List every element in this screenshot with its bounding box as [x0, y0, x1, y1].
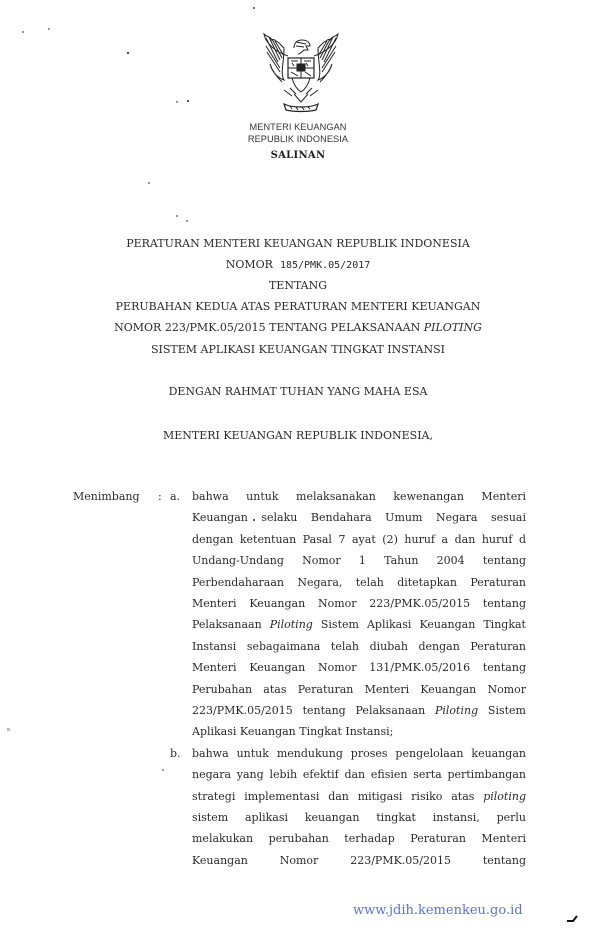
considerations-label: Menimbang — [73, 490, 140, 503]
line-text: Menteri Keuangan Nomor 223/PMK.05/2015 tentang — [192, 597, 526, 610]
scan-speck — [176, 215, 178, 217]
italic-term: Piloting — [434, 704, 479, 717]
consideration-line — [192, 747, 526, 761]
regulation-number — [0, 258, 596, 273]
consideration-line — [192, 683, 526, 697]
scan-speck — [48, 28, 50, 30]
line-text: Perubahan atas Peraturan Menteri Keuangan Nomor — [192, 682, 526, 696]
consideration-line — [192, 533, 526, 547]
italic-term: Piloting — [269, 618, 313, 632]
number-prefix: NOMOR — [225, 258, 273, 271]
consideration-line — [192, 576, 526, 590]
scan-speck — [186, 220, 188, 222]
line-text: melakukan perubahan terhadap Peraturan Menteri — [192, 832, 526, 846]
consideration-line — [192, 554, 526, 568]
scan-speck — [162, 769, 164, 771]
regulation-title: PERATURAN MENTERI KEUANGAN REPUBLIK INDONESIA — [126, 237, 470, 250]
line-text: Instansi sebagaimana telah diubah dengan Peraturan — [192, 639, 526, 653]
subject-line-3: SISTEM APLIKASI KEUANGAN TINGKAT INSTANSI — [151, 343, 445, 356]
scan-speck — [176, 101, 178, 103]
copy-label: SALINAN — [270, 150, 326, 161]
consideration-line — [192, 704, 526, 718]
line-text: negara yang lebih efektif dan efisien serta pertimbangan — [192, 768, 526, 782]
scan-speck — [127, 52, 129, 54]
consideration-line — [192, 661, 526, 675]
consideration-line — [192, 768, 526, 782]
line-text: bahwa untuk mendukung proses pengelolaan keuangan — [192, 746, 526, 760]
number-value: 185/PMK.05/2017 — [279, 260, 371, 271]
consideration-line — [192, 618, 526, 632]
consideration-line — [192, 832, 526, 846]
consideration-line — [192, 790, 526, 804]
line-text: strategi implementasi dan mitigasi risiko atas — [192, 789, 484, 803]
line-text: Pelaksanaan — [192, 618, 270, 632]
blessing-line: DENGAN RAHMAT TUHAN YANG MAHA ESA — [168, 385, 428, 398]
scan-speck — [187, 100, 189, 102]
corner-mark-icon — [566, 915, 578, 922]
scan-speck — [253, 7, 255, 9]
issuer-line: MENTERI KEUANGAN REPUBLIK INDONESIA, — [162, 429, 434, 442]
line-text: Menteri Keuangan Nomor 131/PMK.05/2016 tentang — [192, 661, 526, 675]
subject-line-1: PERUBAHAN KEDUA ATAS PERATURAN MENTERI KEUANGAN — [115, 300, 481, 313]
consideration-line — [192, 597, 526, 611]
subject-line-2 — [0, 321, 596, 335]
about-label: TENTANG — [268, 279, 328, 292]
line-text: Keuangan selaku Bendahara Umum Negara sesuai — [192, 511, 526, 525]
line-text: Perbendaharaan Negara, telah ditetapkan Peraturan — [192, 575, 526, 589]
italic-term: piloting — [483, 789, 526, 803]
line-text: bahwa untuk melaksanakan kewenangan Menteri — [192, 490, 526, 503]
item-letter: b. — [170, 746, 181, 760]
line-text: sistem aplikasi keuangan tingkat instansi, perlu — [192, 811, 526, 824]
item-letter: a. — [170, 490, 181, 503]
considerations-colon: : — [158, 490, 162, 503]
line-text: Sistem — [478, 704, 526, 717]
scan-speck — [22, 31, 24, 33]
line-text: dengan ketentuan Pasal 7 ayat (2) huruf a dan huruf d — [192, 532, 526, 546]
subject-line-2-text: NOMOR 223/PMK.05/2015 TENTANG PELAKSANAAN — [114, 321, 424, 334]
website-link[interactable]: www.jdih.kemenkeu.go.id — [353, 903, 523, 918]
line-text: 223/PMK.05/2015 tentang Pelaksanaan — [192, 704, 435, 717]
ministry-line-1: MENTERI KEUANGAN — [249, 122, 347, 132]
ministry-line-2: REPUBLIK INDONESIA — [247, 134, 349, 144]
garuda-emblem-icon — [258, 32, 344, 114]
line-text: Keuangan Nomor 223/PMK.05/2015 tentang — [192, 853, 526, 867]
consideration-line — [192, 511, 526, 525]
scan-speck — [148, 182, 150, 184]
consideration-line — [192, 811, 526, 825]
consideration-line — [192, 725, 526, 739]
line-text: Undang-Undang Nomor 1 Tahun 2004 tentang — [192, 554, 526, 568]
line-text: Sistem Aplikasi Keuangan Tingkat — [312, 618, 526, 632]
consideration-line — [192, 854, 526, 868]
scan-speck — [7, 728, 10, 731]
consideration-line — [192, 490, 526, 504]
subject-line-2-italic: PILOTING — [423, 321, 482, 334]
consideration-line — [192, 640, 526, 654]
line-text: Aplikasi Keuangan Tingkat Instansi; — [192, 725, 394, 739]
